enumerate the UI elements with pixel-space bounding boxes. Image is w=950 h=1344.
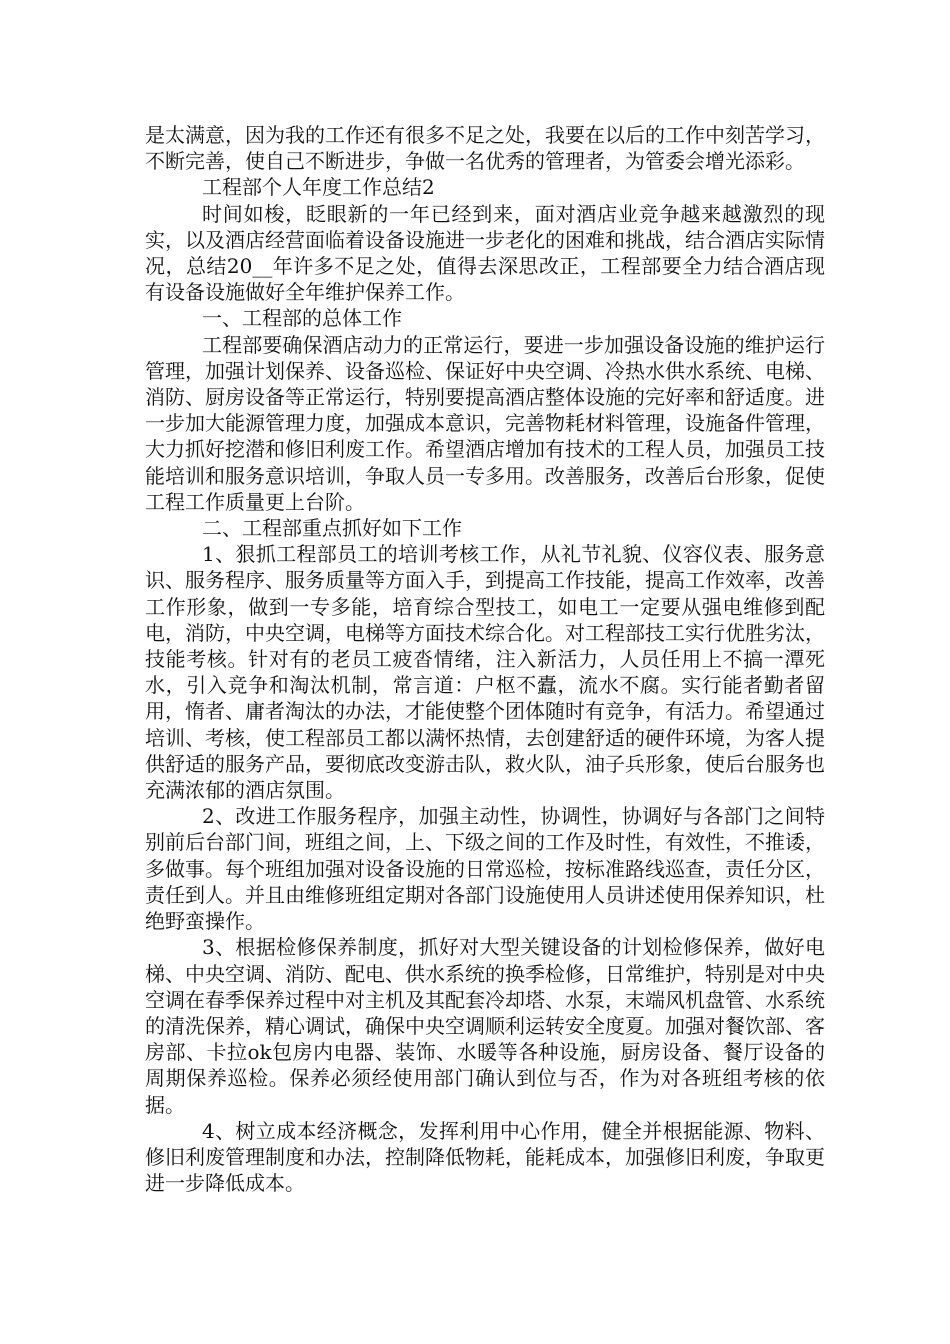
paragraph-item-1: 1、狠抓工程部员工的培训考核工作，从礼节礼貌、仪容仪表、服务意识、服务程序、服务质量等方面入手，到提高工作技能，提高工作效率，改善工作形象，做到一专多能，培育综合型技工，如电工一定要从强电维修到配电，消防，中央空调，电梯等方面技术综合化。对工程部技工实行优胜劣汰，技能考核。针对有的老员工疲沓情绪，注入新活力，人员任用上不搞一潭死水，引入竞争和淘汰机制，常言道：户枢不蠹，流水不腐。实行能者勤者留用，惰者、庸者淘汰的办法，才能使整个团体随时有竞争，有活力。希望通过培训、考核，使工程部员工都以满怀热情，去创建舒适的硬件环境，为客人提供舒适的服务产品，要彻底改变游击队，救火队，油子兵形象，使后台服务也充满浓郁的酒店氛围。 [145,542,825,803]
paragraph-item-2: 2、改进工作服务程序，加强主动性，协调性，协调好与各部门之间特别前后台部门间，班组之间，上、下级之间的工作及时性，有效性，不推诿，多做事。每个班组加强对设备设施的日常巡检，按标准路线巡查，责任分区，责任到人。并且由维修班组定期对各部门设施使用人员讲述使用保养知识，杜绝野蛮操作。 [145,804,825,934]
paragraph-general-work: 工程部要确保酒店动力的正常运行，要进一步加强设备设施的维护运行管理，加强计划保养、设备巡检、保证好中央空调、冷热水供水系统、电梯、消防、厨房设备等正常运行，特别要提高酒店整体设施的完好率和舒适度。进一步加大能源管理力度，加强成本意识，完善物耗材料管理，设施备件管理，大力抓好挖潜和修旧利废工作。希望酒店增加有技术的工程人员，加强员工技能培训和服务意识培训，争取人员一专多用。改善服务，改善后台形象，促使工程工作质量更上台阶。 [145,332,825,514]
paragraph-item-3: 3、根据检修保养制度，抓好对大型关键设备的计划检修保养，做好电梯、中央空调、消防、配电、供水系统的换季检修，日常维护，特别是对中央空调在春季保养过程中对主机及其配套冷却塔、水泵，末端风机盘管、水系统的清洗保养，精心调试，确保中央空调顺利运转安全度夏。加强对餐饮部、客房部、卡拉ok包房内电器、装饰、水暖等各种设施，厨房设备、餐厅设备的周期保养巡检。保养必须经使用部门确认到位与否，作为对各班组考核的依据。 [145,935,825,1117]
heading-general-work: 一、工程部的总体工作 [202,306,402,331]
paragraph-item-4: 4、树立成本经济概念，发挥利用中心作用，健全并根据能源、物料、修旧利废管理制度和办法，控制降低物耗，能耗成本，加强修旧利废，争取更进一步降低成本。 [145,1118,825,1196]
heading-key-work: 二、工程部重点抓好如下工作 [202,516,462,541]
paragraph-overview: 时间如梭，眨眼新的一年已经到来，面对酒店业竞争越来越激烈的现实，以及酒店经营面临着设备设施进一步老化的困难和挑战，结合酒店实际情况，总结20__年许多不足之处，值得去深思改正，工程部要全力结合酒店现有设备设施做好全年维护保养工作。 [145,201,825,305]
section-title: 工程部个人年度工作总结2 [202,175,435,200]
paragraph-intro-end: 是太满意，因为我的工作还有很多不足之处，我要在以后的工作中刻苦学习，不断完善，使自己不断进步，争做一名优秀的管理者，为管委会增光添彩。 [145,123,825,174]
document-page [145,122,825,1196]
